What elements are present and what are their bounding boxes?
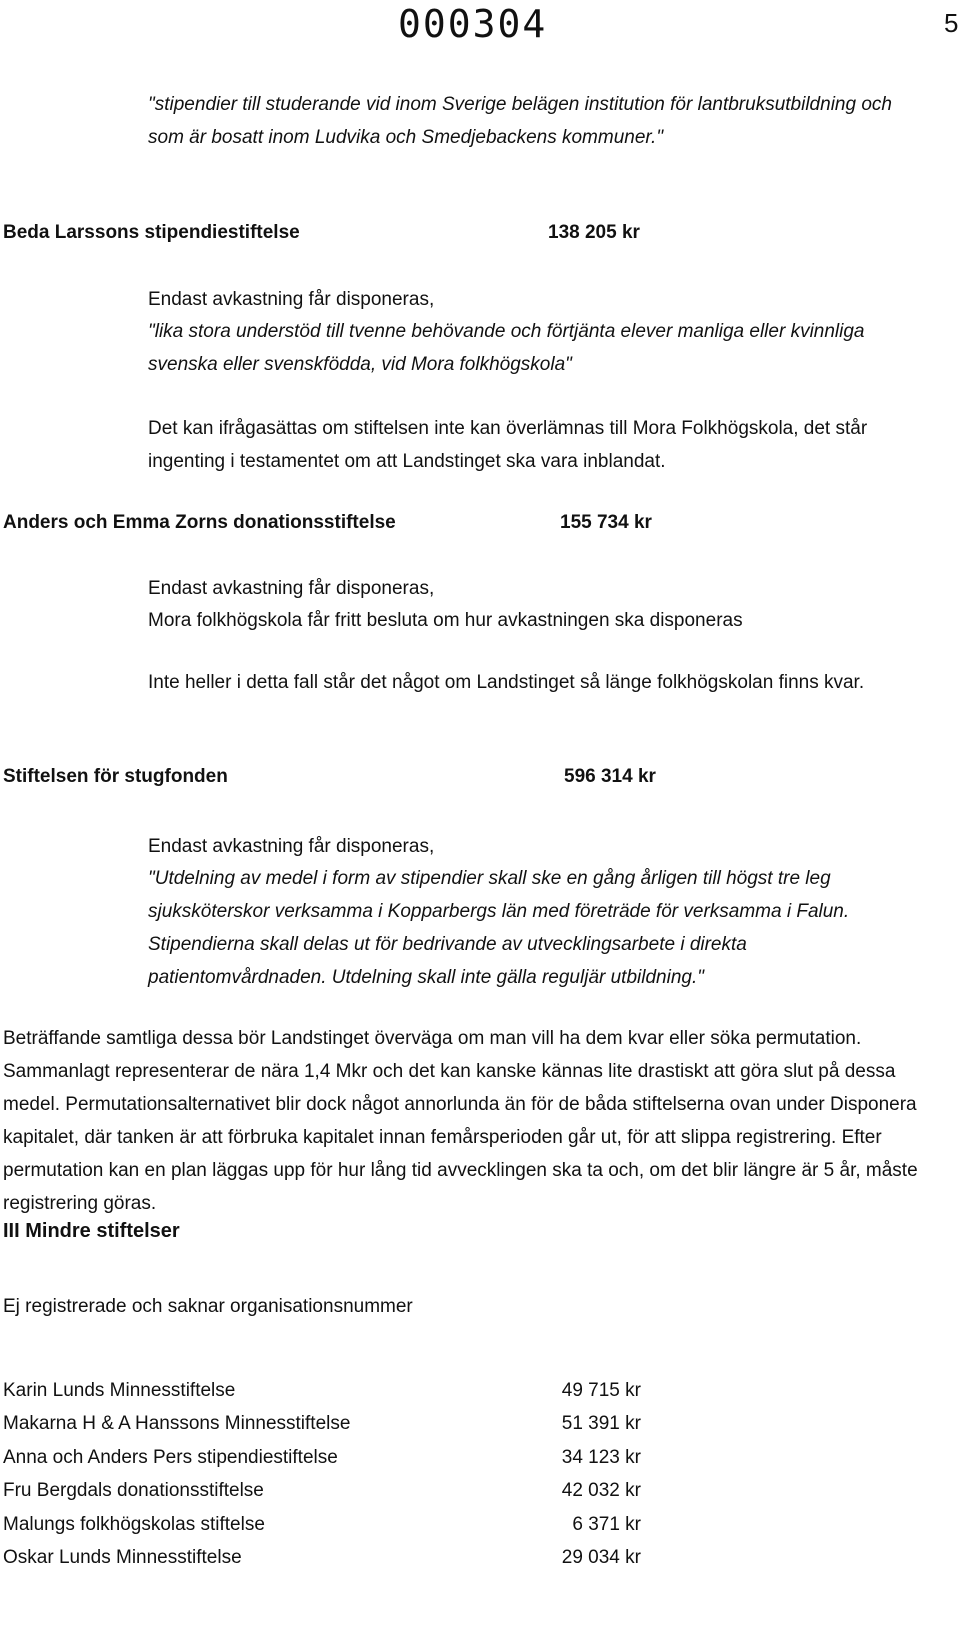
- beda-note: Det kan ifrågasättas om stiftelsen inte kan överlämnas till Mora Folkhögskola, det står ingenting i testamentet om att Landstinget ska vara inblandat.: [148, 418, 868, 472]
- foundation-name: Anna och Anders Pers stipendiestiftelse: [3, 1447, 338, 1468]
- beda-quote: "lika stora understöd till tvenne behövande och förtjänta elever manliga eller kvinnliga svenska eller svenskfödda, vid Mora folkhögskola": [148, 321, 865, 375]
- zorn-line2: Mora folkhögskola får fritt besluta om hur avkastningen ska disponeras: [148, 610, 743, 631]
- zorn-note: Inte heller i detta fall står det något om Landstinget så länge folkhögskolan finns kvar.: [148, 672, 865, 693]
- foundation-name: Makarna H & A Hanssons Minnesstiftelse: [3, 1413, 351, 1434]
- foundation-name: Malungs folkhögskolas stiftelse: [3, 1514, 265, 1535]
- document-number: 000304: [398, 2, 548, 46]
- summary-paragraph: Beträffande samtliga dessa bör Landstinget överväga om man vill ha dem kvar eller söka permutation. Sammanlagt representerar de nära 1,4 Mkr och det kan kanske kännas lite drastiskt att göra slut på dessa medel. Permutationsalternativet blir dock något annorlunda än för de båda stiftelserna ovan under Disponera kapitalet, där tanken är att förbruka kapitalet innan femårsperioden går ut, för att slippa registrering. Efter permutation kan en plan läggas upp för hur lång tid avvecklingen ska ta och, om det blir längre är 5 år, måste registrering göras.: [3, 1028, 918, 1214]
- foundation-name: Karin Lunds Minnesstiftelse: [3, 1380, 236, 1401]
- foundation-amount: 34 123 kr: [561, 1447, 641, 1468]
- zorn-line1: Endast avkastning får disponeras,: [148, 578, 435, 599]
- foundation-amount: 51 391 kr: [561, 1413, 641, 1434]
- beda-name: Beda Larssons stipendiestiftelse: [3, 222, 300, 243]
- stug-quote: "Utdelning av medel i form av stipendier skall ske en gång årligen till högst tre leg sjuksköterskor verksamma i Kopparbergs län med företräde för verksamma i Falun. Stipendierna skall delas ut för bedrivande av utvecklingsarbete i direkta patientomvårdnaden. Utdelning skall inte gälla reguljär utbildning.": [148, 868, 850, 988]
- zorn-amount: 155 734 kr: [560, 512, 652, 533]
- page-number: 5: [944, 8, 959, 38]
- foundation-name: Oskar Lunds Minnesstiftelse: [3, 1547, 242, 1568]
- section-subheading: Ej registrerade och saknar organisationsnummer: [3, 1296, 413, 1317]
- beda-amount: 138 205 kr: [548, 222, 640, 243]
- beda-line1: Endast avkastning får disponeras,: [148, 289, 435, 310]
- stug-name: Stiftelsen för stugfonden: [3, 766, 228, 787]
- foundation-amount: 6 371 kr: [572, 1514, 641, 1535]
- stug-amount: 596 314 kr: [564, 766, 656, 787]
- zorn-name: Anders och Emma Zorns donationsstiftelse: [3, 512, 396, 533]
- foundation-amount: 42 032 kr: [561, 1480, 641, 1501]
- foundation-name: Fru Bergdals donationsstiftelse: [3, 1480, 264, 1501]
- intro-quote: "stipendier till studerande vid inom Sverige belägen institution för lantbruksutbildning och som är bosatt inom Ludvika och Smedjebackens kommuner.": [148, 94, 892, 148]
- foundation-amount: 29 034 kr: [561, 1547, 641, 1568]
- section-heading: III Mindre stiftelser: [3, 1220, 180, 1242]
- foundation-amount: 49 715 kr: [561, 1380, 641, 1401]
- stug-line1: Endast avkastning får disponeras,: [148, 836, 435, 857]
